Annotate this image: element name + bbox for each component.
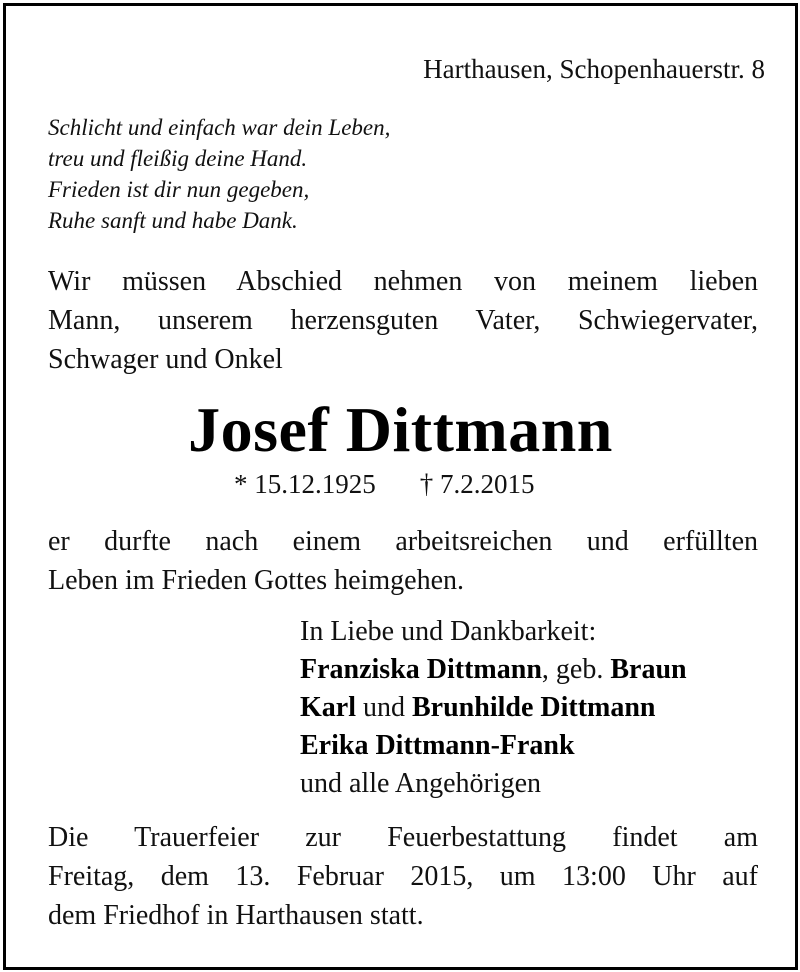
family-line [300, 689, 687, 727]
poem-line: treu und fleißig deine Hand. [48, 146, 308, 171]
family-heading: In Liebe und Dankbarkeit: [300, 616, 597, 647]
life-dates [234, 468, 535, 500]
birth-date: * 15.12.1925 [234, 469, 376, 499]
family-member-name: Brunhilde Dittmann [412, 692, 656, 723]
death-date: † 7.2.2015 [419, 469, 535, 499]
funeral-line: Die Trauerfeier zur Feuerbestattung findet am [48, 822, 758, 853]
body-line: Leben im Frieden Gottes heimgehen. [48, 565, 464, 596]
body-line: er durfte nach einem arbeitsreichen und erfüllten [48, 526, 758, 557]
family-line [300, 651, 687, 689]
address-line: Harthausen, Schopenhauerstr. 8 [423, 54, 765, 84]
family-closing: und alle Angehörigen [300, 768, 542, 799]
obituary-notice [3, 3, 798, 970]
intro-line: Schwager und Onkel [48, 344, 283, 375]
intro-line: Mann, unserem herzensguten Vater, Schwiegervater, [48, 305, 758, 336]
family-maiden-name: Braun [610, 654, 687, 685]
family-member-name: Franziska Dittmann [300, 654, 542, 685]
poem-line: Frieden ist dir nun gegeben, [48, 177, 310, 202]
family-member-name: Karl [300, 692, 356, 723]
poem-line: Ruhe sanft und habe Dank. [48, 208, 298, 233]
family-connector: , geb. [541, 654, 611, 685]
funeral-announcement [48, 818, 758, 935]
deceased-name: Josef Dittmann [188, 394, 613, 465]
poem-line: Schlicht und einfach war dein Leben, [48, 115, 391, 140]
family-signatures [300, 613, 687, 803]
family-member-name: Erika Dittmann-Frank [300, 730, 575, 761]
funeral-line: dem Friedhof in Harthausen statt. [48, 900, 424, 931]
family-line [300, 727, 687, 765]
memorial-poem [48, 112, 390, 236]
funeral-line: Freitag, dem 13. Februar 2015, um 13:00 Uhr auf [48, 861, 758, 892]
intro-line: Wir müssen Abschied nehmen von meinem lieben [48, 266, 758, 297]
intro-paragraph [48, 262, 758, 379]
body-paragraph [48, 522, 758, 600]
family-connector: und [356, 692, 412, 723]
